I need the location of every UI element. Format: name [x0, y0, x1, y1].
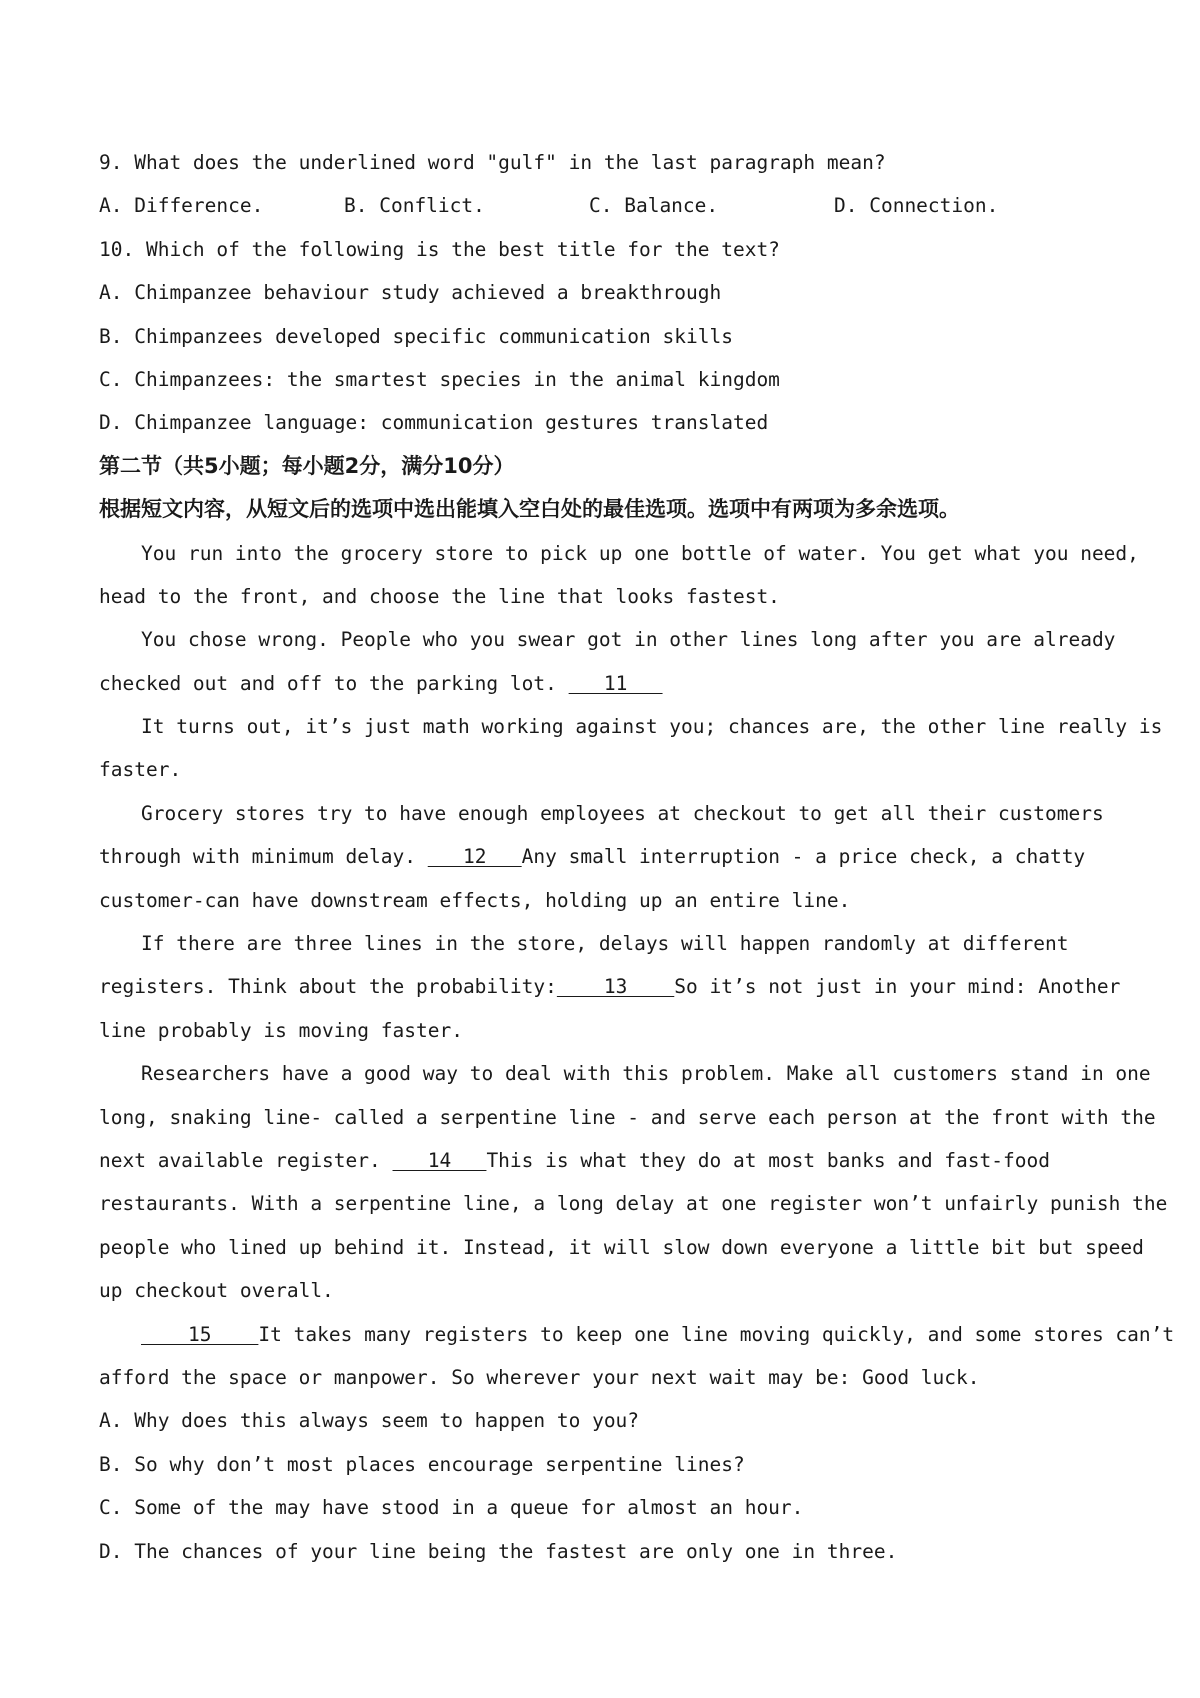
question-9-option-d: D. Connection.	[834, 194, 999, 218]
passage-paragraph-2-line-1: You chose wrong. People who you swear got in other lines long after you are already	[141, 628, 1116, 652]
passage-paragraph-2-line-2	[99, 662, 1139, 705]
passage-paragraph-5-line-2	[99, 965, 1139, 1008]
passage-paragraph-6-line-4: restaurants. With a serpentine line, a long delay at one register won’t unfairly punish the	[99, 1192, 1168, 1216]
question-10-stem: 10. Which of the following is the best title for the text?	[99, 237, 780, 261]
passage-paragraph-7-line-2: afford the space or manpower. So wherever your next wait may be: Good luck.	[99, 1365, 980, 1389]
passage-paragraph-4-line-1: Grocery stores try to have enough employees at checkout to get all their customers	[141, 801, 1104, 825]
question-9-option-b: B. Conflict.	[344, 194, 485, 218]
choice-d: D. The chances of your line being the fastest are only one in three.	[99, 1539, 898, 1563]
choice-c: C. Some of the may have stood in a queue for almost an hour.	[99, 1496, 804, 1520]
blank-11: 11	[568, 671, 663, 695]
question-9-option-a: A. Difference.	[99, 194, 264, 218]
passage-paragraph-6-line-2: long, snaking line- called a serpentine line - and serve each person at the front with the	[99, 1105, 1156, 1129]
choice-b: B. So why don’t most places encourage serpentine lines?	[99, 1452, 745, 1476]
blank-15: 15	[141, 1322, 259, 1346]
question-10-option-d: D. Chimpanzee language: communication gestures translated	[99, 411, 769, 435]
passage-text: through with minimum delay.	[99, 845, 416, 869]
blank-13: 13	[556, 975, 675, 999]
blank-12: 12	[427, 845, 522, 869]
question-9-option-c: C. Balance.	[589, 194, 719, 218]
question-9-stem: 9. What does the underlined word "gulf" in the last paragraph mean?	[99, 151, 886, 174]
question-10-option-c: C. Chimpanzees: the smartest species in the animal kingdom	[99, 367, 780, 391]
passage-text: It takes many registers to keep one line moving quickly, and some stores can’t	[258, 1322, 1175, 1346]
passage-paragraph-3-line-1: It turns out, it’s just math working against you; chances are, the other line really is	[141, 715, 1163, 739]
blank-14: 14	[392, 1148, 487, 1172]
passage-text: So it’s not just in your mind: Another	[674, 975, 1121, 999]
section-2-title: 第二节（共5小题；每小题2分，满分10分）	[99, 453, 515, 478]
exam-page	[99, 141, 1175, 1573]
passage-paragraph-6-line-6: up checkout overall.	[99, 1279, 334, 1303]
passage-paragraph-6-line-1: Researchers have a good way to deal with this problem. Make all customers stand in one	[141, 1062, 1151, 1086]
passage-paragraph-6-line-5: people who lined up behind it. Instead, it will slow down everyone a little bit but speed	[99, 1235, 1144, 1259]
section-2-instruction: 根据短文内容，从短文后的选项中选出能填入空白处的最佳选项。选项中有两项为多余选项。	[99, 497, 960, 522]
choice-a: A. Why does this always seem to happen to you?	[99, 1409, 640, 1433]
passage-paragraph-5-line-1: If there are three lines in the store, delays will happen randomly at different	[141, 932, 1069, 956]
passage-paragraph-7-line-1	[99, 1313, 1175, 1356]
question-9-options	[99, 184, 1139, 227]
passage-text: checked out and off to the parking lot.	[99, 671, 557, 695]
passage-paragraph-3-line-2: faster.	[99, 758, 182, 782]
passage-paragraph-1-line-1: You run into the grocery store to pick up one bottle of water. You get what you need,	[141, 541, 1139, 565]
passage-text: next available register.	[99, 1148, 381, 1172]
passage-paragraph-4-line-2	[99, 835, 1139, 878]
passage-text: registers. Think about the probability:	[99, 975, 557, 999]
question-10-option-a: A. Chimpanzee behaviour study achieved a breakthrough	[99, 281, 722, 305]
passage-text: This is what they do at most banks and fast-food	[486, 1148, 1050, 1172]
passage-text: Any small interruption - a price check, a chatty	[521, 845, 1086, 869]
passage-paragraph-6-line-3	[99, 1139, 1139, 1182]
passage-paragraph-5-line-3: line probably is moving faster.	[99, 1018, 463, 1042]
question-10-option-b: B. Chimpanzees developed specific communication skills	[99, 324, 733, 348]
passage-paragraph-4-line-3: customer-can have downstream effects, holding up an entire line.	[99, 888, 851, 912]
passage-paragraph-1-line-2: head to the front, and choose the line that looks fastest.	[99, 584, 780, 608]
